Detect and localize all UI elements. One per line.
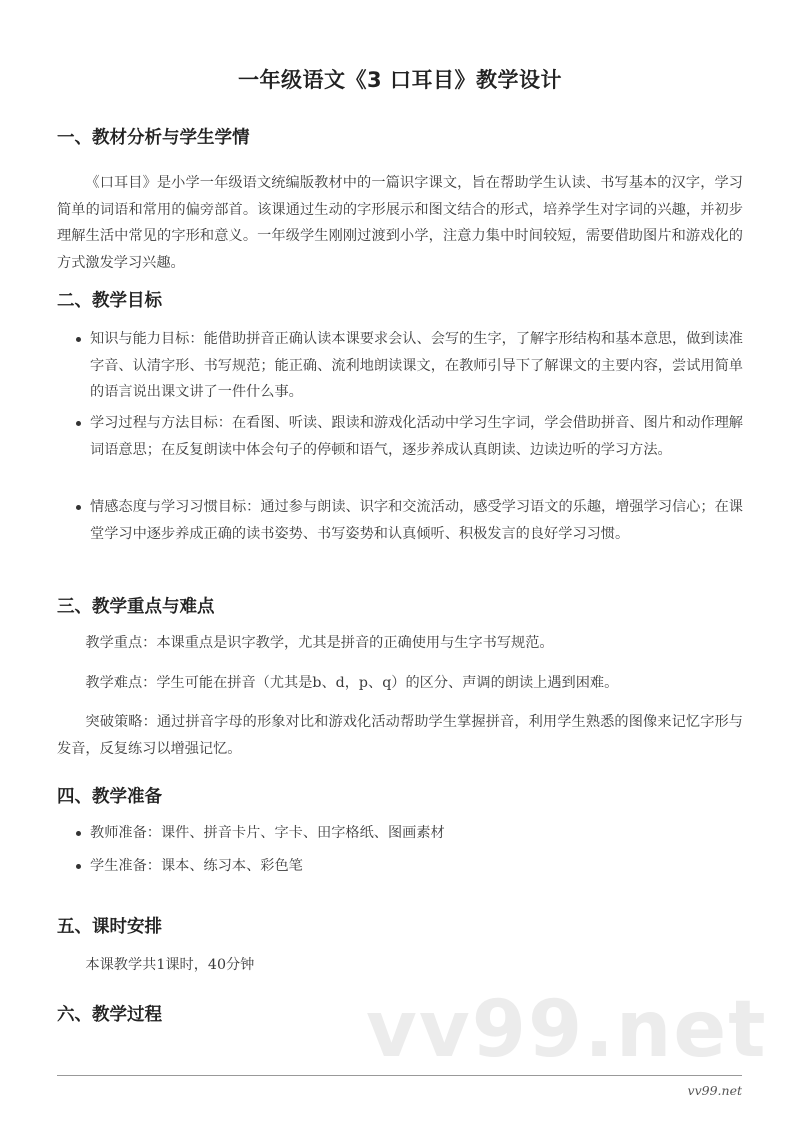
section-heading-objectives: 二、教学目标 — [57, 291, 162, 311]
bullet-icon — [76, 505, 81, 510]
difficulty-paragraph: 教学难点：学生可能在拼音（尤其是b、d，p、q）的区分、声调的朗读上遇到困难。 — [85, 675, 619, 691]
footer-divider — [57, 1075, 742, 1076]
bullet-icon — [76, 421, 81, 426]
strategy-paragraph: 突破策略：通过拼音字母的形象对比和游戏化活动帮助学生掌握拼音，利用学生熟悉的图像来记忆字形与发音，反复练习以增强记忆。 — [57, 714, 743, 757]
section-heading-analysis: 一、教材分析与学生学情 — [57, 128, 250, 148]
section-heading-key-points: 三、教学重点与难点 — [57, 597, 215, 617]
objective-item — [90, 326, 743, 406]
footer-site-label: vv99.net — [687, 1083, 742, 1098]
section-heading-preparation: 四、教学准备 — [57, 787, 162, 807]
objective-text: 学习过程与方法目标：在看图、听读、跟读和游戏化活动中学习生字词，学会借助拼音、图片和动作理解词语意思；在反复朗读中体会句子的停顿和语气，逐步养成认真朗读、边读边听的学习方法。 — [90, 415, 743, 458]
objective-text: 知识与能力目标：能借助拼音正确认读本课要求会认、会写的生字，了解字形结构和基本意思，做到读准字音、认清字形、书写规范；能正确、流利地朗读课文，在教师引导下了解课文的主要内容，尝试用简单的语言说出课文讲了一件什么事。 — [90, 331, 743, 400]
document-title: 一年级语文《3 口耳目》教学设计 — [238, 68, 562, 92]
preparation-item — [90, 853, 743, 880]
objective-text: 情感态度与学习习惯目标：通过参与朗读、识字和交流活动，感受学习语文的乐趣，增强学习信心；在课堂学习中逐步养成正确的读书姿势、书写姿势和认真倾听、积极发言的良好学习习惯。 — [90, 499, 743, 542]
preparation-text: 教师准备：课件、拼音卡片、字卡、田字格纸、图画素材 — [90, 825, 445, 841]
schedule-paragraph: 本课教学共1课时，40分钟 — [85, 957, 255, 973]
objective-item — [90, 410, 743, 463]
key-point-paragraph: 教学重点：本课重点是识字教学，尤其是拼音的正确使用与生字书写规范。 — [85, 635, 554, 651]
bullet-icon — [76, 337, 81, 342]
analysis-paragraph: 《口耳目》是小学一年级语文统编版教材中的一篇识字课文，旨在帮助学生认读、书写基本的汉字，学习简单的词语和常用的偏旁部首。该课通过生动的字形展示和图文结合的形式，培养学生对字词的兴趣，并初步理解生活中常见的字形和意义。一年级学生刚刚过渡到小学，注意力集中时间较短，需要借助图片和游戏化的方式激发学习兴趣。 — [57, 175, 743, 271]
objective-item — [90, 494, 743, 547]
watermark: vv99.net — [366, 985, 768, 1075]
section-heading-schedule: 五、课时安排 — [57, 917, 162, 937]
bullet-icon — [76, 831, 81, 836]
bullet-icon — [76, 864, 81, 869]
preparation-text: 学生准备：课本、练习本、彩色笔 — [90, 858, 303, 874]
preparation-item — [90, 820, 743, 847]
section-heading-process: 六、教学过程 — [57, 1005, 162, 1025]
